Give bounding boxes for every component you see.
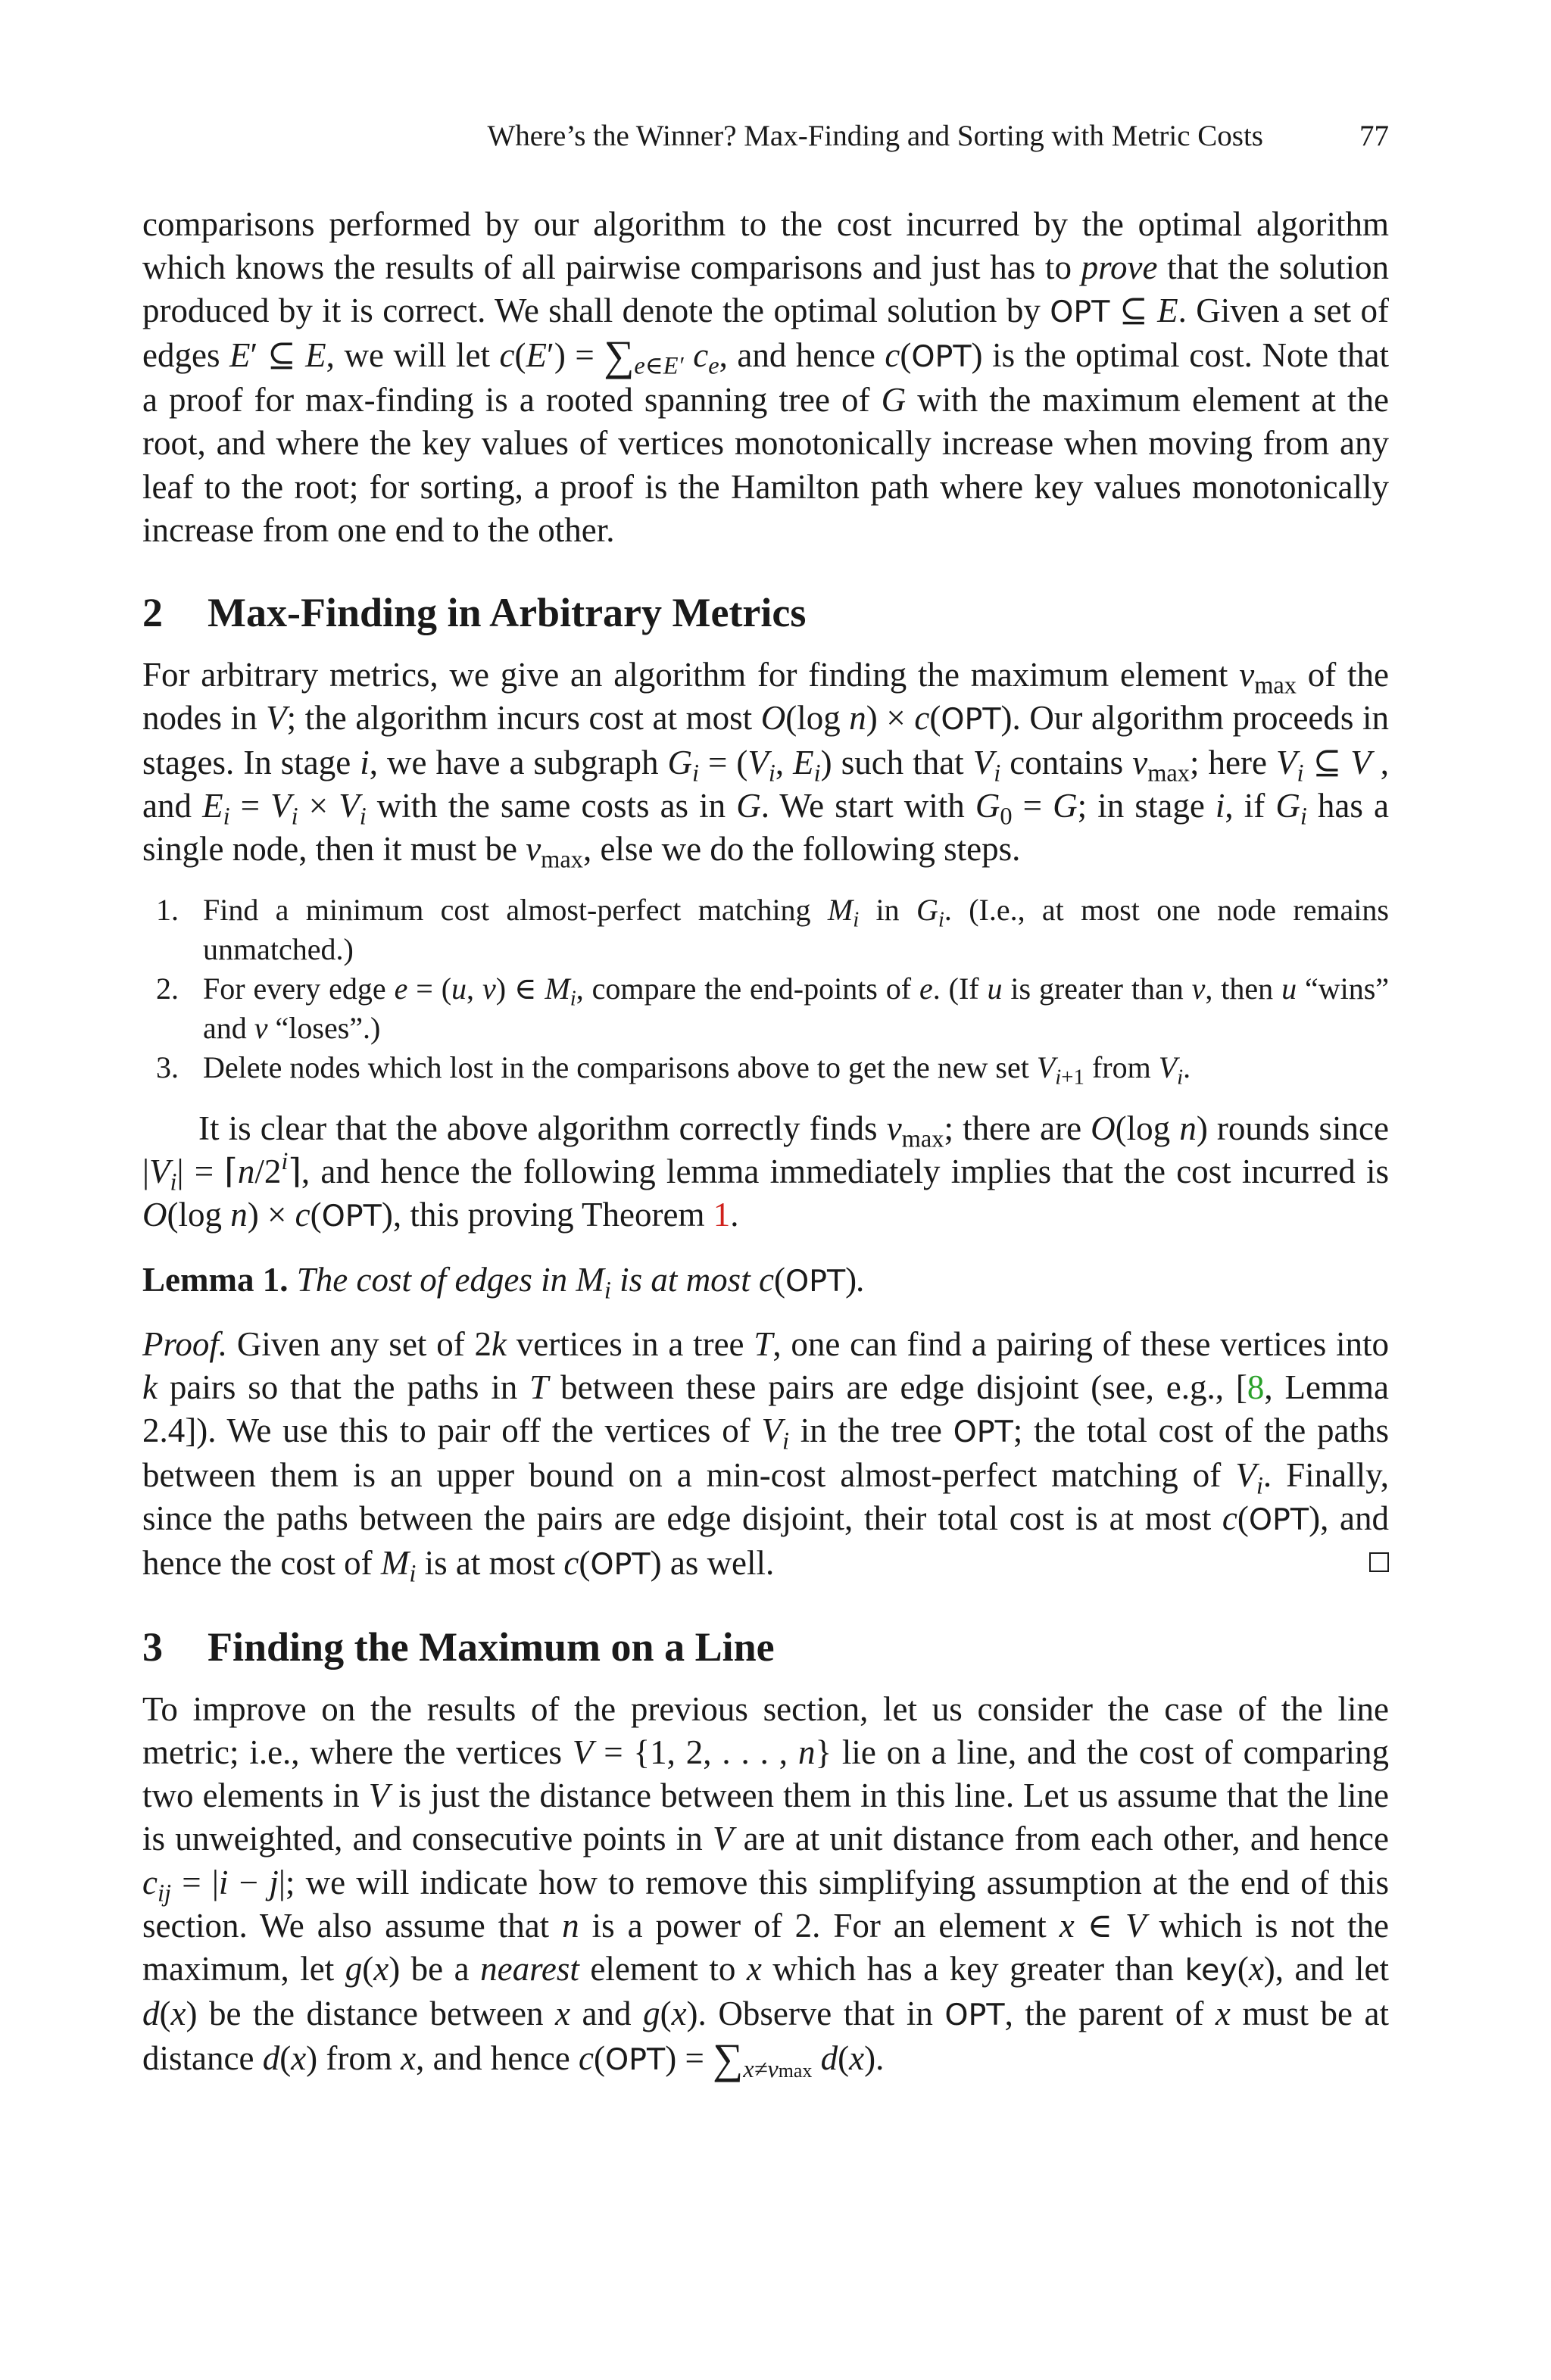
running-title: Where’s the Winner? Max-Finding and Sorting with Metric Costs bbox=[487, 120, 1263, 152]
section-3-paragraph: To improve on the results of the previous section, let us consider the case of the line metric; i.e., where the vertices V = {1, 2, . . . , n} lie on a line, and the cost of comparing two elements in V is just the distance between them in this line. Let us assume that the line is unweighted, and consecutive points in V are at unit distance from each other, and hence $c_{ij} = |i - j|$; we will indicate how to remove this simplifying assumption at the end of this section. We also assume that n is a power of 2. For an element x ∈ V which is not the maximum, let g(x) be a nearest element to x which has a key greater than key(x), and let d(x) be the distance between x and g(x). Observe that in OPT, the parent of x must be at distance d(x) from x, and hence $c(OPT) = \sum_{x\ne vmax}$ d(x). bbox=[142, 1690, 1390, 2083]
citation-ref-link[interactable]: 8 bbox=[1247, 1368, 1265, 1406]
list-item: 1. Find a minimum cost almost-perfect matching $M_i$ in $G_i$. (I.e., at most one node remains unmatched.) bbox=[156, 893, 1389, 967]
list-item: 2. For every edge e = (u, v) ∈ $M_i$, compare the end-points of e. (If u is greater than v, then u “wins” and v “loses”.) bbox=[156, 972, 1390, 1046]
algorithm-steps bbox=[142, 891, 1390, 1090]
proof-paragraph: Proof. Given any set of 2k vertices in a tree T, one can find a pairing of these vertices into k pairs so that the paths in T between these pairs are edge disjoint (see, e.g., [8, Lemma 2.4]). We use this to pair off the vertices of $V_i$ in the tree OPT; the total cost of the paths between them is an upper bound on a min-cost almost-perfect matching of $V_i$. Finally, since the paths between the pairs are edge disjoint, their total cost is at most c(OPT), and hence the cost of $M_i$ is at most c(OPT) as well. bbox=[142, 1324, 1390, 1588]
lemma-1: Lemma 1. The cost of edges in $M_i$ is at most c(OPT). bbox=[142, 1260, 866, 1305]
qed-square-icon bbox=[1369, 1552, 1389, 1572]
emphasis-nearest: nearest bbox=[480, 1949, 579, 1988]
section-2-heading: 2 Max-Finding in Arbitrary Metrics bbox=[142, 589, 807, 635]
running-head bbox=[142, 115, 1389, 158]
list-item: 3. Delete nodes which lost in the comparisons above to get the new set $V_{i+1}$ from $V_i$. bbox=[156, 1050, 1191, 1090]
section-3-heading: 3 Finding the Maximum on a Line bbox=[142, 1624, 775, 1670]
theorem-paragraph: It is clear that the above algorithm correctly finds $v_{max}$; there are O(log n) rounds since $|V_i|$ = $⌈n/2^i⌉$, and hence the following lemma immediately implies that the cost incurred is O(log n) × c(OPT), this proving Theorem 1. bbox=[142, 1109, 1389, 1234]
page-number: 77 bbox=[1359, 120, 1389, 152]
section-2-paragraph: For arbitrary metrics, we give an algorithm for finding the maximum element $v_{max}$ of the nodes in V; the algorithm incurs cost at most O(log n) × c(OPT). Our algorithm proceeds in stages. In stage i, we have a subgraph $G_i = (V_i$, $E_i$) such that $V_i$ contains $v_{max}$; here $V_i$ ⊆ V , and $E_i = V_i \times V_i$ with the same costs as in G. We start with $G_0 = G$; in stage i, if $G_i$ has a single node, then it must be $v_{max}$, else we do the following steps. bbox=[142, 655, 1389, 874]
paper-page bbox=[142, 0, 1389, 2380]
emphasis-prove: prove bbox=[1081, 248, 1158, 287]
intro-paragraph: comparisons performed by our algorithm to the cost incurred by the optimal algorithm which knows the results of all pairwise comparisons and just has to prove that the solution produced by it is correct. We shall denote the optimal solution by OPT ⊆ E. Given a set of edges E′ ⊆ E, we will let $c(E') = \sum_{e\in E'}$ $c_e$, and hence c(OPT) is the optimal cost. Note that a proof for max-finding is a rooted spanning tree of G with the maximum element at the root, and where the key values of vertices monotonically increase when moving from any leaf to the root; for sorting, a proof is the Hamilton path where key values monotonically increase from one end to the other. bbox=[142, 205, 1389, 549]
body-text bbox=[142, 203, 1389, 2082]
theorem-ref-link[interactable]: 1 bbox=[713, 1196, 731, 1234]
